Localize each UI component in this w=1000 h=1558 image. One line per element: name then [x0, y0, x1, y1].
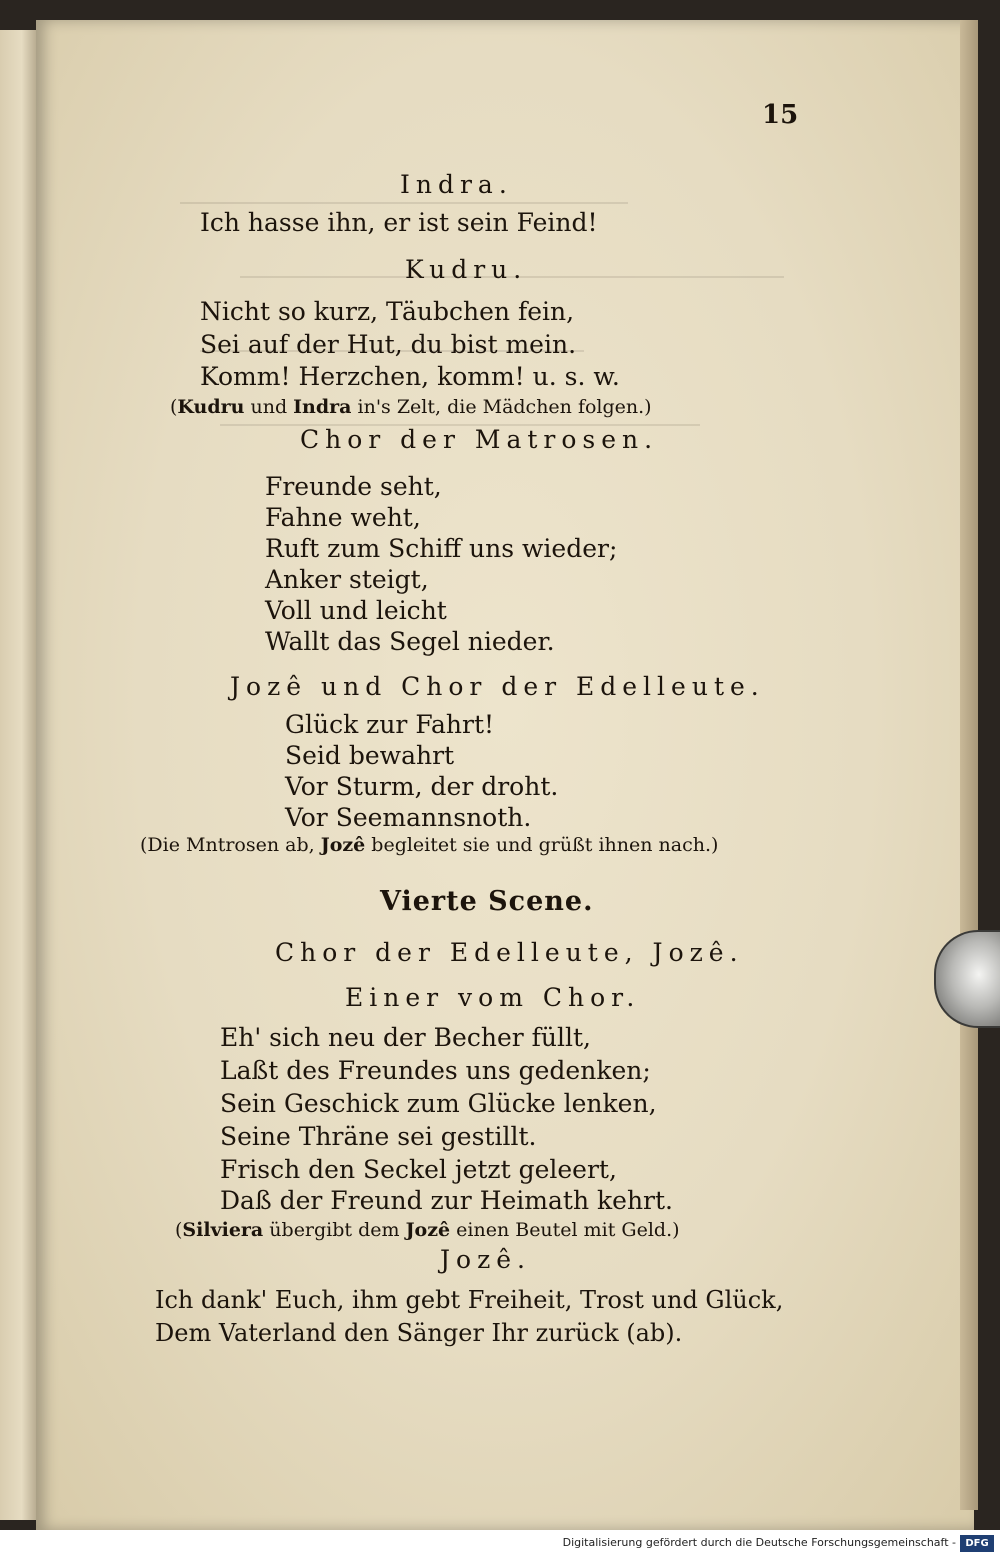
verse-line: Voll und leicht — [265, 596, 447, 625]
dfg-logo: DFG — [960, 1535, 994, 1552]
verse-line: Nicht so kurz, Täubchen fein, — [200, 297, 575, 326]
verse-line: Fahne weht, — [265, 503, 421, 532]
facing-page-edge — [0, 30, 36, 1520]
character-name: Silviera — [182, 1219, 264, 1241]
stage-text: in's Zelt, die Mädchen folgen.) — [351, 396, 652, 418]
verse-line: Vor Sturm, der droht. — [285, 772, 559, 801]
stage-text: ( — [175, 1219, 183, 1241]
stage-text: (Die Mntrosen ab, — [140, 834, 321, 856]
verse-line: Seid bewahrt — [285, 741, 455, 770]
character-name: Jozê — [405, 1219, 451, 1241]
verse-line: Sei auf der Hut, du bist mein. — [200, 330, 577, 359]
speaker-heading: Kudru. — [405, 255, 528, 284]
stage-direction — [170, 392, 652, 422]
stage-direction — [140, 830, 718, 860]
character-name: Jozê — [320, 834, 366, 856]
verse-line: Seine Thräne sei gestillt. — [220, 1122, 537, 1151]
character-name: Indra — [293, 396, 352, 418]
digitization-footer — [0, 1530, 1000, 1558]
funding-note: Digitalisierung gefördert durch die Deutsche Forschungsgemeinschaft - — [562, 1536, 956, 1549]
character-name: Kudru — [177, 396, 245, 418]
verse-line: Sein Geschick zum Glücke lenken, — [220, 1089, 657, 1118]
verse-line: Ich hasse ihn, er ist sein Feind! — [200, 208, 598, 237]
scene-characters: Chor der Edelleute, Jozê. — [275, 938, 744, 967]
verse-line: Vor Seemannsnoth. — [285, 803, 532, 832]
verse-line: Ruft zum Schiff uns wieder; — [265, 534, 618, 563]
speaker-heading: Chor der Matrosen. — [300, 425, 659, 454]
verse-line: Daß der Freund zur Heimath kehrt. — [220, 1186, 673, 1215]
stage-text: und — [244, 396, 294, 418]
verse-line: Ich dank' Euch, ihm gebt Freiheit, Trost und Glück, — [155, 1286, 784, 1314]
speaker-heading: Indra. — [400, 170, 513, 199]
page-number: 15 — [762, 100, 799, 130]
verse-line: Anker steigt, — [265, 565, 429, 594]
scene-title: Vierte Scene. — [380, 886, 594, 917]
verse-line: Frisch den Seckel jetzt geleert, — [220, 1155, 617, 1184]
verse-line: Laßt des Freundes uns gedenken; — [220, 1056, 651, 1085]
speaker-heading: Jozê. — [440, 1245, 531, 1274]
stage-text: begleitet sie und grüßt ihnen nach.) — [365, 834, 719, 856]
speaker-heading: Einer vom Chor. — [345, 983, 641, 1012]
verse-line: Glück zur Fahrt! — [285, 710, 495, 739]
stage-direction — [175, 1215, 680, 1245]
stage-text: einen Beutel mit Geld.) — [450, 1219, 680, 1241]
verse-line: Dem Vaterland den Sänger Ihr zurück (ab). — [155, 1319, 683, 1347]
verse-line: Freunde seht, — [265, 472, 442, 501]
verse-line: Eh' sich neu der Becher füllt, — [220, 1023, 591, 1052]
page-stack-edge — [960, 20, 978, 1510]
speaker-heading: Jozê und Chor der Edelleute. — [230, 672, 765, 701]
verse-line: Wallt das Segel nieder. — [265, 627, 555, 656]
verse-line: Komm! Herzchen, komm! u. s. w. — [200, 362, 620, 391]
stage-text: ( — [170, 396, 178, 418]
stage-text: übergibt dem — [263, 1219, 406, 1241]
